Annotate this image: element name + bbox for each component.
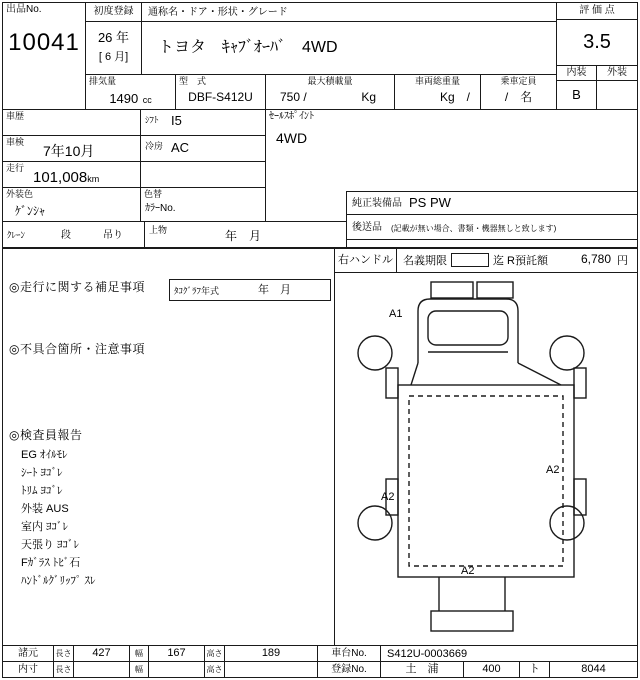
displacement-label: 排気量 xyxy=(89,76,117,86)
inspector-item: Fｶﾞﾗｽ ﾄﾋﾞ石 xyxy=(21,557,81,569)
damage-label-a2-right: A2 xyxy=(546,464,560,476)
cargo-bed-inner xyxy=(409,396,563,566)
wheel-front-right xyxy=(550,336,584,370)
inspector-item: EG ｵｲﾙﾓﾚ xyxy=(21,449,68,461)
exhibit-no-value: 10041 xyxy=(8,29,80,56)
footer-length-value: 427 xyxy=(73,645,130,662)
windshield xyxy=(428,311,508,345)
handle-row xyxy=(334,248,638,273)
vehicle-name: トヨタ ｷｬﾌﾞｵｰﾊﾞ 4WD xyxy=(158,39,338,56)
inspection-label: 車検 xyxy=(6,137,25,147)
crane-cell xyxy=(2,221,145,248)
inspector-item: 天張り ﾖｺﾞﾚ xyxy=(21,539,80,551)
footer-inner-label: 内寸 xyxy=(2,661,54,678)
vehicle-name-cell xyxy=(141,21,557,75)
mileage-label: 走行 xyxy=(6,163,25,173)
cab-outline xyxy=(418,299,518,363)
made-label: 迄 xyxy=(493,255,504,267)
body-join-left xyxy=(411,363,418,385)
deposit-value: 6,780 xyxy=(580,252,611,266)
roof-marker-right xyxy=(477,282,513,298)
name-limit-label: 名義期限 xyxy=(403,255,447,267)
exterior-color-label: 外装色 xyxy=(6,189,34,199)
exterior-header: 外装 xyxy=(596,65,638,81)
damage-label-a2-left: A2 xyxy=(381,491,395,503)
ac-label: 冷房 xyxy=(145,141,164,151)
shift-cell xyxy=(140,109,266,136)
displacement-value: 1490 xyxy=(109,91,139,106)
registration-area: 土 浦 xyxy=(380,661,464,678)
first-reg-month: [ 6 月] xyxy=(98,51,129,63)
gross-weight-value: Kg / xyxy=(439,90,470,104)
exterior-color-cell xyxy=(2,187,141,222)
side-step-front-left xyxy=(386,368,398,398)
mileage-cell xyxy=(2,161,141,188)
interior-header: 内装 xyxy=(556,65,597,81)
damage-label-a1: A1 xyxy=(389,308,403,320)
kousou-label: 後送品 xyxy=(352,222,382,233)
registration-kana: ト xyxy=(519,661,550,678)
notes-panel xyxy=(2,248,335,646)
vehicle-name-header: 通称名・ドア・形状・グレード xyxy=(141,2,557,22)
body-join-right xyxy=(518,363,561,385)
first-reg-value xyxy=(85,21,142,75)
color-no-label: ｶﾗｰNo. xyxy=(145,203,176,214)
crane-dan-label: 段 xyxy=(61,230,71,241)
registration-number: 8044 xyxy=(549,661,638,678)
chassis-value-cell xyxy=(380,645,638,662)
wheel-rear-right xyxy=(550,506,584,540)
equipment-value: PS PW xyxy=(409,195,451,210)
rear-bumper xyxy=(431,611,513,631)
color-change-label: 色替 xyxy=(144,189,163,199)
uwamono-value: 年 月 xyxy=(225,229,262,243)
history-label: 車歴 xyxy=(6,111,25,121)
capacity-cell xyxy=(480,74,557,110)
kousou-cell xyxy=(346,214,638,240)
equipment-cell xyxy=(346,191,638,215)
first-reg-header: 初度登録 xyxy=(85,2,142,22)
footer-inner-height-value xyxy=(224,661,318,678)
tachograph-cell xyxy=(169,279,331,301)
score-header: 評 価 点 xyxy=(556,2,638,20)
truck-top-view-diagram xyxy=(335,273,637,645)
interior-grade: B xyxy=(556,80,597,110)
equipment-label: 純正装備品 xyxy=(352,198,402,209)
wheel-rear-left xyxy=(358,506,392,540)
exhibit-no-cell xyxy=(2,2,86,110)
ac-cell xyxy=(140,135,266,162)
mileage-value: 101,008 xyxy=(33,169,88,186)
footer-height-value: 189 xyxy=(224,645,318,662)
max-load-label: 最大積載量 xyxy=(307,76,353,86)
kousou-note: (記載が無い場合、書類・機器無しと致します) xyxy=(391,224,557,233)
capacity-label: 乗車定員 xyxy=(500,76,537,86)
wheel-front-left xyxy=(358,336,392,370)
defect-title: ◎不具合箇所・注意事項 xyxy=(9,342,145,356)
uwamono-label: 上物 xyxy=(149,225,168,235)
exterior-color-value: ｹﾞﾝｼｬ xyxy=(15,204,46,218)
registration-class: 400 xyxy=(463,661,520,678)
side-step-front-right xyxy=(574,368,586,398)
footer-inner-width-label: 幅 xyxy=(129,661,149,678)
fender-rear-right xyxy=(574,479,586,515)
first-reg-year: 26 年 xyxy=(97,30,130,45)
shift-value: I5 xyxy=(171,113,182,128)
deposit-label: R預託額 xyxy=(507,255,548,267)
score-value: 3.5 xyxy=(556,19,638,66)
model-value: DBF-S412U xyxy=(188,90,253,104)
inspector-item: ﾄﾘﾑ ﾖｺﾞﾚ xyxy=(21,485,63,497)
footer-width-label: 幅 xyxy=(129,645,149,662)
footer-height-label: 高さ xyxy=(204,645,225,662)
registration-label: 登録No. xyxy=(317,661,381,678)
gross-weight-label: 車両総重量 xyxy=(414,76,460,86)
yen-label: 円 xyxy=(617,255,628,267)
roof-marker-left xyxy=(431,282,473,298)
ac-value: AC xyxy=(171,140,190,155)
footer-inner-height-label: 高さ xyxy=(204,661,225,678)
max-load-value: 750 / xyxy=(280,90,307,104)
max-load-cell xyxy=(265,74,395,110)
exhibit-no-label: 出品No. xyxy=(6,4,42,15)
displacement-unit: cc xyxy=(142,95,152,105)
model-label: 型 式 xyxy=(179,76,207,86)
inspector-title: ◎検査員報告 xyxy=(9,428,83,442)
cargo-bed-outline xyxy=(398,385,574,577)
history-cell xyxy=(2,109,141,136)
chassis-value: S412U-0003669 xyxy=(387,648,468,660)
inspector-item: 外装 AUS xyxy=(21,503,69,515)
sales-point-value: 4WD xyxy=(276,130,308,146)
footer-inner-length-label: 長さ xyxy=(53,661,74,678)
vehicle-diagram-panel xyxy=(334,272,638,646)
name-limit-box xyxy=(451,253,489,267)
footer-spec-label: 諸元 xyxy=(2,645,54,662)
model-cell xyxy=(175,74,266,110)
footer-width-value: 167 xyxy=(148,645,205,662)
damage-label-a2-bottom: A2 xyxy=(461,565,475,577)
color-change-cell xyxy=(140,187,266,222)
mileage-note-title: ◎走行に関する補足事項 xyxy=(9,280,145,294)
uwamono-cell xyxy=(144,221,347,248)
handle-cell: 右ハンドル xyxy=(335,249,397,272)
inspector-item: ﾊﾝﾄﾞﾙｸﾞﾘｯﾌﾟ ｽﾚ xyxy=(21,575,96,587)
displacement-cell xyxy=(85,74,176,110)
chassis-label: 車台No. xyxy=(317,645,381,662)
inspector-item: ｼｰﾄ ﾖｺﾞﾚ xyxy=(21,467,63,479)
exterior-grade xyxy=(596,80,638,110)
shift-label: ｼﾌﾄ xyxy=(145,115,159,125)
footer-length-label: 長さ xyxy=(53,645,74,662)
sales-point-label: ｾｰﾙｽﾎﾟｲﾝﾄ xyxy=(269,111,314,122)
displacement-value-wrap xyxy=(86,90,175,108)
mileage-unit: km xyxy=(87,174,100,184)
inspection-cell xyxy=(2,135,141,162)
tachograph-label: ﾀｺｸﾞﾗﾌ年式 xyxy=(174,286,220,296)
gross-weight-cell xyxy=(394,74,481,110)
crane-tsuri-label: 吊り xyxy=(103,230,123,241)
inspection-value: 7年10月 xyxy=(43,143,95,159)
tachograph-value: 年 月 xyxy=(258,284,291,296)
inspector-item: 室内 ﾖｺﾞﾚ xyxy=(21,521,69,533)
footer-inner-length-value xyxy=(73,661,130,678)
max-load-unit: Kg xyxy=(361,90,376,104)
footer-inner-width-value xyxy=(148,661,205,678)
mileage-wrap xyxy=(33,169,99,187)
fuel-cell xyxy=(140,161,266,188)
capacity-value: / 名 xyxy=(504,90,533,104)
crane-label: ｸﾚｰﾝ xyxy=(7,230,26,240)
